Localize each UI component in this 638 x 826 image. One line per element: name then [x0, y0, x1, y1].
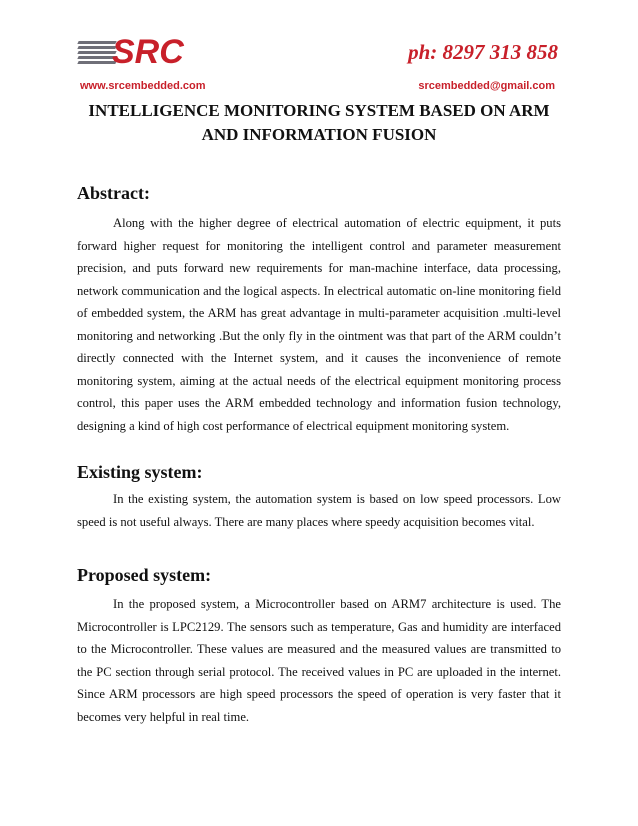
logo-text: SRC [112, 33, 184, 71]
document-title [40, 99, 598, 147]
logo-stripes-icon [78, 41, 116, 69]
email-link[interactable]: srcembedded@gmail.com [418, 80, 555, 92]
proposed-system-heading: Proposed system: [77, 565, 212, 585]
title-line-2: AND INFORMATION FUSION [201, 125, 437, 144]
title-line-1: INTELLIGENCE MONITORING SYSTEM BASED ON ARM [88, 101, 550, 120]
abstract-heading: Abstract: [77, 183, 150, 203]
phone-number: ph: 8297 313 858 [408, 40, 558, 64]
abstract-paragraph: Along with the higher degree of electrical automation of electric equipment, it puts forward higher request for monitoring the intelligent control and parameter measurement precision, and puts forward new requirements for man-machine interface, data processing, network communication and the logical aspects. In electrical automatic on-line monitoring field of embedded system, the ARM has great advantage in multi-parameter acquisition .multi-level monitoring and networking .But the only fly in the ointment was that part of the ARM couldn’t directly connected with the Internet system, and it causes the inconvenience of remote monitoring system, aiming at the actual needs of the electrical equipment monitoring process control, this paper uses the ARM embedded technology and information fusion technology, designing a kind of high cost performance of electrical equipment monitoring system. [77, 216, 561, 433]
existing-system-paragraph: In the existing system, the automation system is based on low speed processors. Low speed is not useful always. There are many places where speedy acquisition becomes vital. [77, 492, 561, 529]
website-link[interactable]: www.srcembedded.com [80, 80, 206, 92]
proposed-system-paragraph: In the proposed system, a Microcontroller based on ARM7 architecture is used. The Microcontroller is LPC2129. The sensors such as temperature, Gas and humidity are interfaced to the Microcontroller. These values are measured and the measured values are transmitted to the PC section through serial protocol. The received values in PC are uploaded in the internet. Since ARM processors are high speed processors the speed of operation is very faster that it becomes very helpful in real time. [77, 597, 561, 724]
existing-system-heading: Existing system: [77, 462, 203, 482]
